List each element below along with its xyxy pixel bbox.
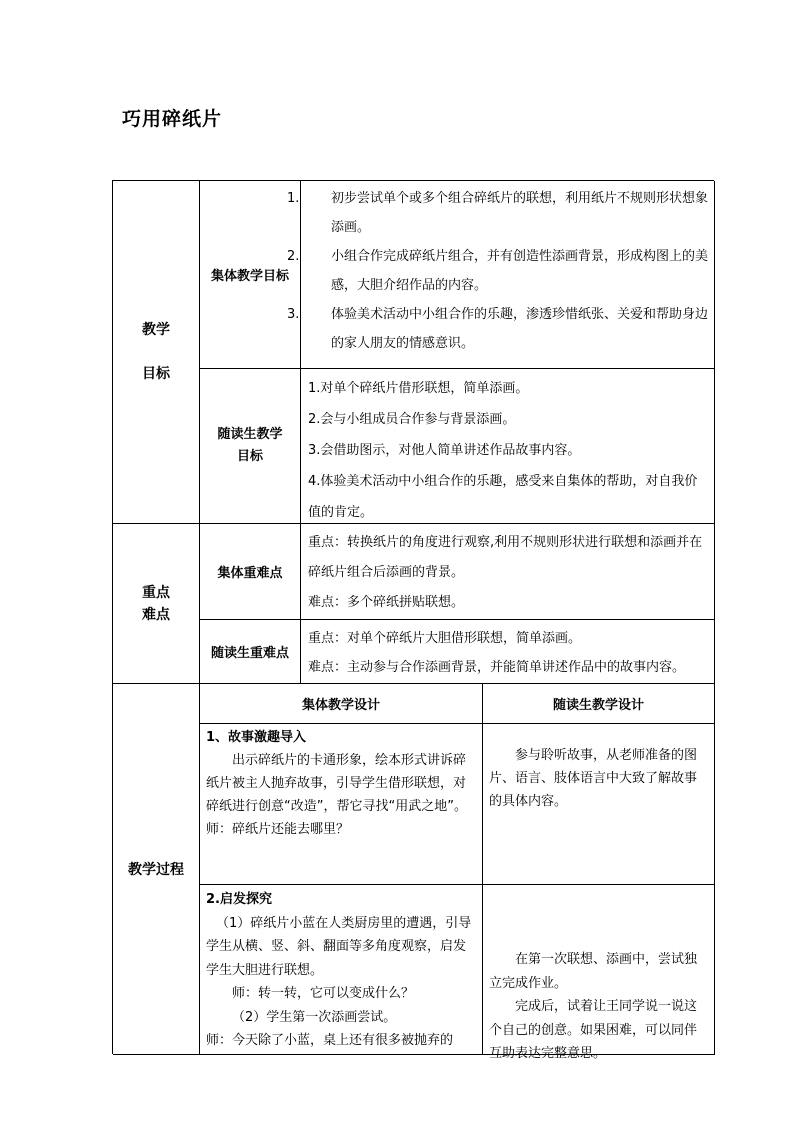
step2-accompany-b: 完成后，试着让王同学说一说这个自己的创意。如果困难，可以同伴互助表达完整意思。	[489, 999, 698, 1061]
step2-heading: 2.启发探究	[206, 892, 272, 907]
accompany-goals-label: 随读生教学 目标	[200, 369, 301, 524]
goals-row-label	[113, 181, 200, 524]
step1-accompany	[483, 724, 715, 885]
goals-label-line1: 教学	[142, 322, 170, 338]
step1-question: 师：碎纸片还能去哪里？	[206, 822, 350, 837]
collective-keypoints-label: 集体重难点	[200, 524, 301, 620]
list-item: 3.会借助图示，对他人简单讲述作品故事内容。	[308, 443, 581, 458]
difficulty-line: 难点：主动参与合作添画背景，并能简单讲述作品中的故事内容。	[308, 660, 686, 675]
list-item: 4.体验美术活动中小组合作的乐趣，感受来自集体的帮助，对自我价值的肯定。	[308, 474, 698, 520]
step2-cut-line: 师：今天除了小蓝，桌上还有很多被抛弃的	[206, 1033, 454, 1048]
step2-accompany	[483, 885, 715, 1061]
collective-goals-list	[287, 184, 709, 358]
collective-goals-label: 集体教学目标	[200, 181, 301, 369]
accompany-keypoints-content	[301, 620, 715, 684]
accompany-goals-content	[301, 369, 715, 524]
step2-sub: （2）学生第一次添画尝试。	[232, 1009, 397, 1025]
list-item: 2. 小组合作完成碎纸片组合，并有创造性添画背景，形成构图上的美感，大胆介绍作品的内容。	[287, 249, 709, 293]
list-item: 3. 体验美术活动中小组合作的乐趣，渗透珍惜纸张、关爱和帮助身边的家人朋友的情感意识。	[287, 307, 709, 351]
accompany-keypoints-label: 随读生重难点	[200, 620, 301, 684]
step1-paragraph: 出示碎纸片的卡通形象，绘本形式讲诉碎纸片被主人抛弃故事，引导学生借形联想，对碎纸进行创意“改造”，帮它寻找“用武之地”。	[206, 753, 467, 814]
step2-paragraph: （1）碎纸片小蓝在人类厨房里的遭遇，引导学生从横、竖、斜、翻面等多角度观察，启发学生大胆进行联想。	[206, 915, 472, 978]
list-item: 2.会与小组成员合作参与背景添画。	[308, 412, 516, 427]
list-item: 1. 初步尝试单个或多个组合碎纸片的联想，利用纸片不规则形状想象添画。	[287, 191, 709, 235]
collective-goals-content	[287, 181, 715, 369]
keypoints-row-label: 重点 难点	[113, 524, 200, 684]
step2-accompany-a: 在第一次联想、添画中，尝试独立完成作业。	[489, 952, 698, 991]
step1-heading: 1、故事激趣导入	[206, 730, 307, 745]
step1-collective	[200, 724, 483, 885]
page-title: 巧用碎纸片	[122, 108, 223, 130]
header-collective-design: 集体教学设计	[200, 684, 483, 724]
difficulty-line: 难点：多个碎纸拼贴联想。	[308, 595, 465, 610]
key-point-line: 重点：对单个碎纸片大胆借形联想，简单添画。	[308, 631, 582, 646]
step2-teacher-question: 师：转一转，它可以变成什么？	[232, 986, 415, 1001]
step1-accompany-text: 参与聆听故事，从老师准备的图片、语言、肢体语言中大致了解故事的具体内容。	[489, 748, 698, 809]
step2-collective	[200, 885, 483, 1055]
key-point-line: 重点：转换纸片的角度进行观察,利用不规则形状进行联想和添画并在碎纸片组合后添画的背景。	[308, 535, 703, 580]
process-row-label: 教学过程	[113, 684, 200, 1055]
header-accompany-design: 随读生教学设计	[483, 684, 715, 724]
lesson-table	[112, 180, 714, 1061]
goals-label-line2: 目标	[142, 366, 170, 382]
collective-keypoints-content	[301, 524, 715, 620]
list-item: 1.对单个碎纸片借形联想，简单添画。	[308, 381, 529, 396]
